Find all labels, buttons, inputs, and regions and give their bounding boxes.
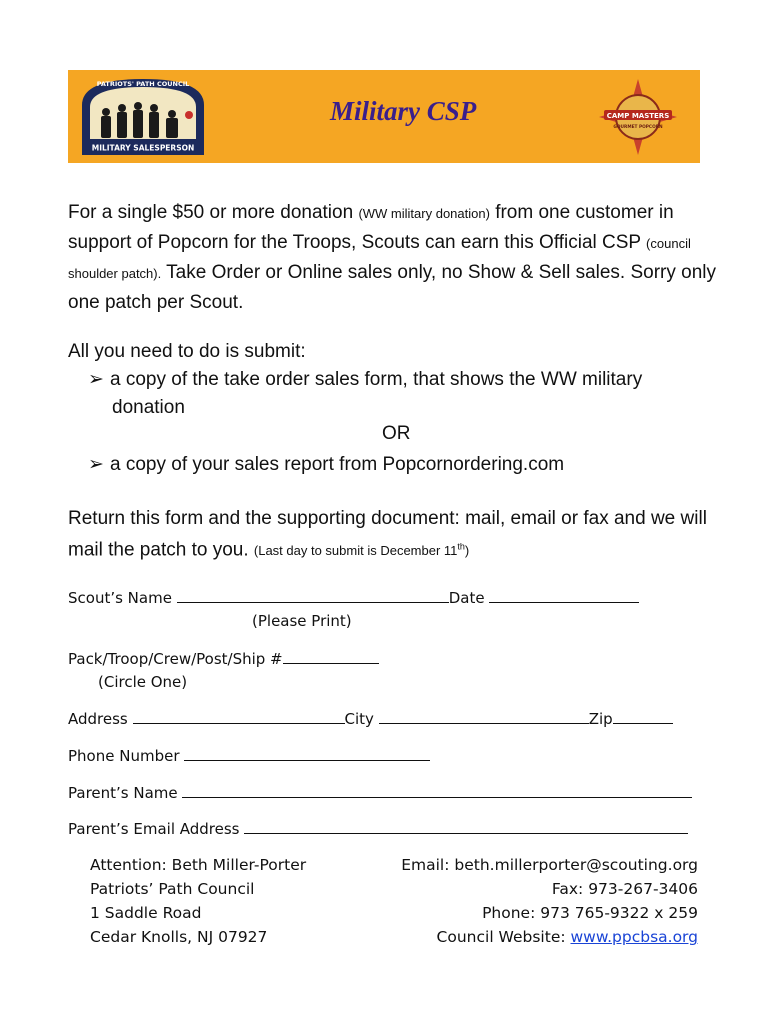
- circle-one-note: (Circle One): [98, 673, 188, 691]
- svg-text:PATRIOTS' PATH COUNCIL: PATRIOTS' PATH COUNCIL: [96, 80, 190, 88]
- page-title: Military CSP: [330, 96, 477, 126]
- street-line: 1 Saddle Road: [90, 904, 202, 922]
- parent-email-field[interactable]: [244, 819, 688, 834]
- please-print-note: (Please Print): [252, 612, 352, 630]
- council-line: Patriots’ Path Council: [90, 880, 255, 898]
- phone-line: Phone: 973 765-9322 x 259: [482, 904, 698, 922]
- zip-field[interactable]: [613, 709, 673, 724]
- parent-email-row: Parent’s Email Address: [68, 819, 688, 838]
- arrow-bullet-icon: ➢: [88, 369, 104, 390]
- address-row: Address City Zip: [68, 709, 673, 728]
- email-line: Email: beth.millerporter@scouting.org: [401, 856, 698, 874]
- header-banner: [68, 70, 700, 163]
- list-item: ➢ a copy of the take order sales form, that shows the WW military: [88, 366, 642, 394]
- phone-field[interactable]: [184, 746, 430, 761]
- address-field[interactable]: [133, 709, 345, 724]
- scout-name-field[interactable]: [177, 588, 449, 603]
- phone-row: Phone Number: [68, 746, 430, 765]
- unit-number-field[interactable]: [283, 649, 379, 664]
- parent-name-row: Parent’s Name: [68, 783, 692, 802]
- scout-name-row: Scout’s Name Date: [68, 588, 639, 607]
- return-paragraph: Return this form and the supporting document: mail, email or fax and we will mail the patch to you. (Last day to submit is December 11th): [68, 508, 707, 561]
- svg-text:MILITARY SALESPERSON: MILITARY SALESPERSON: [91, 143, 195, 153]
- website-line: Council Website: www.ppcbsa.org: [436, 928, 698, 946]
- military-salesperson-logo: [76, 75, 210, 158]
- parent-name-field[interactable]: [182, 783, 692, 798]
- or-separator: OR: [382, 423, 411, 444]
- svg-text:CAMP MASTERS: CAMP MASTERS: [606, 112, 670, 120]
- submit-lead: All you need to do is submit:: [68, 341, 306, 362]
- mailing-address: [90, 853, 306, 949]
- city-line: Cedar Knolls, NJ 07927: [90, 928, 268, 946]
- svg-text:GOURMET POPCORN: GOURMET POPCORN: [613, 125, 663, 130]
- city-field[interactable]: [379, 709, 589, 724]
- list-item-continued: donation: [112, 397, 185, 418]
- attention-line: Attention: Beth Miller-Porter: [90, 856, 307, 874]
- contact-info: [401, 853, 698, 949]
- arrow-bullet-icon: ➢: [88, 454, 104, 475]
- camp-masters-logo: [598, 78, 678, 156]
- intro-paragraph: For a single $50 or more donation (WW military donation) from one customer in support of Popcorn for the Troops, Scouts can earn this Official CSP (council shoulder patch). Take Order or Online sales only, no Show & Sell sales. Sorry only one patch per Scout.: [68, 202, 717, 313]
- date-field[interactable]: [489, 588, 639, 603]
- unit-row: Pack/Troop/Crew/Post/Ship #: [68, 649, 379, 668]
- list-item: ➢ a copy of your sales report from Popcornordering.com: [88, 451, 564, 479]
- council-website-link[interactable]: www.ppcbsa.org: [570, 928, 698, 946]
- fax-line: Fax: 973-267-3406: [551, 880, 698, 898]
